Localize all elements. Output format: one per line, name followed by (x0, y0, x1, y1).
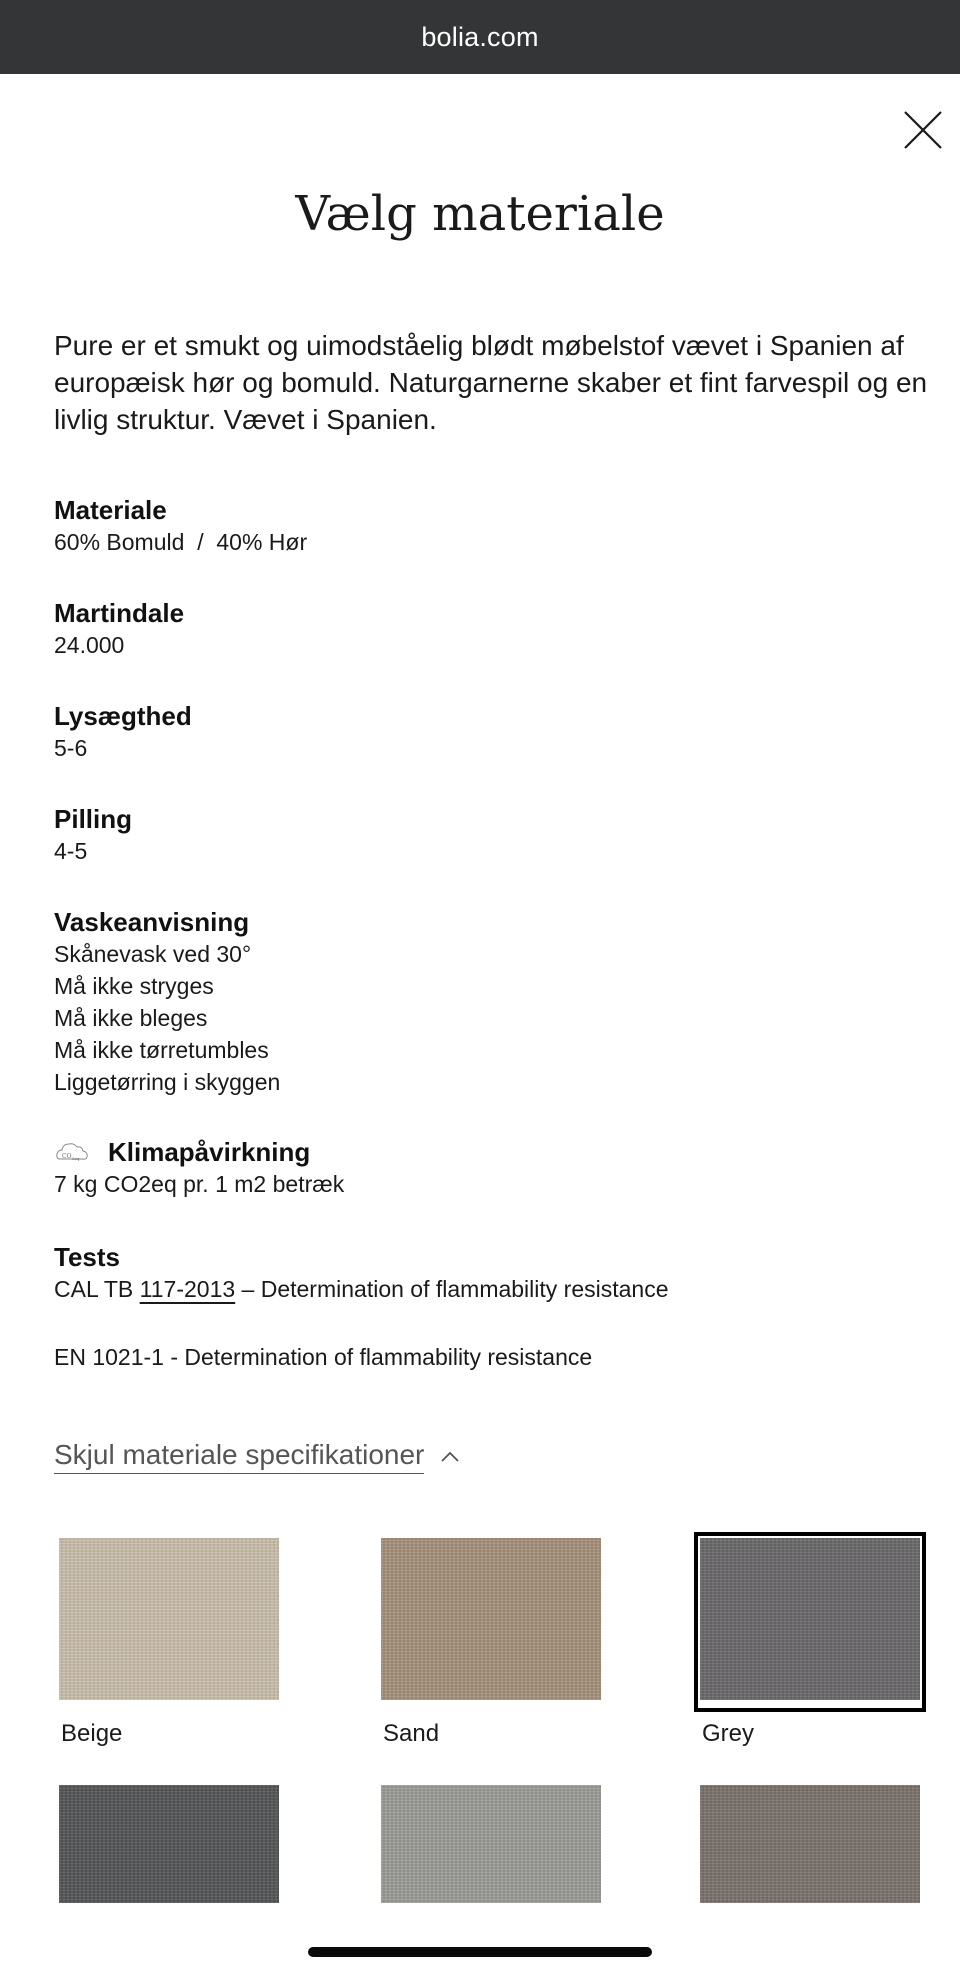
chevron-up-icon (440, 1449, 460, 1463)
hide-specifications-toggle[interactable] (54, 1437, 460, 1474)
spec-value: 7 kg CO2eq pr. 1 m2 betræk (54, 1171, 345, 1197)
spec-climate (54, 1136, 934, 1200)
spec-label: Tests (54, 1242, 120, 1272)
washing-line: Må ikke tørretumbles (54, 1037, 269, 1063)
spec-label: Pilling (54, 804, 132, 834)
swatch-fabric-image (381, 1538, 601, 1700)
browser-url-bar[interactable] (0, 0, 960, 74)
spec-value: 24.000 (54, 632, 125, 658)
spec-value: 60% Bomuld / 40% Hør (54, 529, 308, 555)
spec-martindale (54, 597, 934, 661)
washing-instructions (54, 938, 934, 1098)
spec-tests (54, 1241, 934, 1373)
swatch-fabric-image (700, 1785, 920, 1903)
test-standard-link[interactable]: 117-2013 (139, 1276, 236, 1302)
toggle-label: Skjul materiale specifikationer (54, 1437, 424, 1474)
washing-line: Skånevask ved 30° (54, 941, 252, 967)
spec-value: 4-5 (54, 838, 88, 864)
close-button[interactable] (902, 109, 944, 151)
co2-cloud-icon (54, 1137, 90, 1167)
modal-title: Vælg materiale (295, 186, 665, 242)
swatch-fabric-image (381, 1785, 601, 1903)
test-item: EN 1021-1 - Determination of flammability resistance (54, 1344, 593, 1370)
spec-label: Lysægthed (54, 701, 192, 731)
home-indicator (308, 1947, 652, 1957)
url-text: bolia.com (421, 21, 539, 52)
washing-line: Må ikke bleges (54, 1005, 208, 1031)
spec-label: Materiale (54, 495, 167, 525)
svg-text:CO: CO (62, 1153, 72, 1160)
swatch-name: Beige (61, 1720, 123, 1747)
swatch-fabric-image (700, 1538, 920, 1700)
spec-washing (54, 906, 934, 1098)
spec-material (54, 494, 934, 558)
spec-label: Martindale (54, 598, 185, 628)
swatch-name: Grey (702, 1720, 755, 1747)
material-description: Pure er et smukt og uimodståelig blødt møbelstof vævet i Spanien af europæisk hør og bomuld. Naturgarnerne skaber et fint farvespil og en livlig struktur. Vævet i Spanien. (54, 330, 928, 435)
spec-pilling (54, 803, 934, 867)
washing-line: Må ikke stryges (54, 973, 214, 999)
swatch-name: Sand (383, 1720, 440, 1747)
washing-line: Liggetørring i skyggen (54, 1069, 281, 1095)
test-description: – Determination of flammability resistance (235, 1276, 669, 1302)
spec-lightfastness (54, 700, 934, 764)
spec-label: Klimapåvirkning (108, 1137, 311, 1167)
test-prefix: CAL TB (54, 1276, 140, 1302)
spec-value: 5-6 (54, 735, 88, 761)
svg-text:2eq: 2eq (72, 1156, 80, 1161)
spec-label: Vaskeanvisning (54, 907, 250, 937)
swatch-fabric-image (59, 1538, 279, 1700)
close-icon (902, 109, 944, 151)
test-item (54, 1273, 934, 1305)
swatch-fabric-image (59, 1785, 279, 1903)
